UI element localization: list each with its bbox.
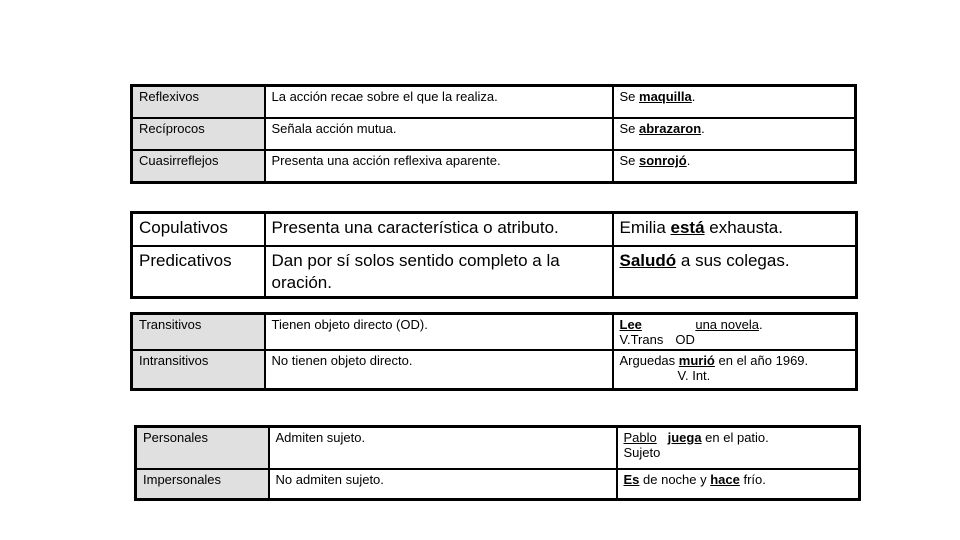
row-example [613, 314, 857, 351]
example-subject: Pablo [623, 430, 657, 445]
table-row [136, 427, 860, 470]
example-text: . [758, 317, 763, 332]
table-row [132, 86, 856, 119]
example-text: en el año 1969. [714, 353, 809, 368]
example-text: . [686, 153, 691, 168]
example-text: Se [619, 121, 640, 136]
example-text: . [691, 89, 696, 104]
row-example [613, 150, 856, 183]
row-label: Recíprocos [132, 118, 265, 150]
example-text: Emilia [619, 218, 671, 237]
example-verb: hace [710, 472, 740, 487]
example-tag: Sujeto [623, 445, 661, 460]
row-description: No admiten sujeto. [269, 469, 617, 500]
example-grid [620, 317, 850, 347]
transitive-verbs-table [130, 312, 858, 391]
row-label: Reflexivos [132, 86, 265, 119]
example-text: Se [619, 89, 640, 104]
table-row [136, 469, 860, 500]
example-verb: maquilla [639, 89, 692, 104]
example-verb: Saludó [619, 251, 677, 270]
table-row [132, 118, 856, 150]
row-description: Presenta una característica o atributo. [265, 213, 613, 247]
reflexive-verbs-table [130, 84, 857, 184]
example-verb: sonrojó [639, 153, 687, 168]
example-tag: V. Int. [677, 368, 711, 383]
example-verb: abrazaron [639, 121, 702, 136]
row-label: Intransitivos [132, 350, 265, 390]
example-tag: OD [675, 332, 695, 347]
row-example [613, 350, 857, 390]
table-row [132, 213, 857, 247]
row-description: Tienen objeto directo (OD). [265, 314, 613, 351]
example-text: exhausta. [704, 218, 783, 237]
row-label: Impersonales [136, 469, 269, 500]
table-row [132, 246, 857, 298]
example-verb: Lee [619, 317, 642, 332]
row-label: Personales [136, 427, 269, 470]
table-row [132, 314, 857, 351]
row-example [617, 427, 860, 470]
row-description: No tienen objeto directo. [265, 350, 613, 390]
table-row [132, 150, 856, 183]
row-description: Dan por sí solos sentido completo a la oración. [265, 246, 613, 298]
row-example [613, 118, 856, 150]
row-example [613, 246, 857, 298]
row-label: Transitivos [132, 314, 265, 351]
personal-verbs-table [134, 425, 861, 501]
example-text: . [701, 121, 705, 136]
example-text: Arguedas [619, 353, 679, 368]
row-label: Predicativos [132, 246, 265, 298]
row-label: Copulativos [132, 213, 265, 247]
example-object: una novela [695, 317, 759, 332]
example-object-wrap [675, 317, 762, 332]
row-example [617, 469, 860, 500]
row-description: La acción recae sobre el que la realiza. [265, 86, 613, 119]
table-row [132, 350, 857, 390]
row-description: Admiten sujeto. [269, 427, 617, 470]
example-verb: está [670, 218, 705, 237]
example-text: frío. [739, 472, 766, 487]
copulative-verbs-table [130, 211, 858, 299]
example-text: Se [619, 153, 640, 168]
row-description: Presenta una acción reflexiva aparente. [265, 150, 613, 183]
row-label: Cuasirreflejos [132, 150, 265, 183]
example-tag: V.Trans [619, 332, 664, 347]
example-verb: juega [667, 430, 702, 445]
row-example [613, 213, 857, 247]
example-text: a sus colegas. [676, 251, 790, 270]
example-text: de noche y [639, 472, 711, 487]
example-verb: Es [623, 472, 640, 487]
row-description: Señala acción mutua. [265, 118, 613, 150]
example-text: en el patio. [701, 430, 769, 445]
row-example [613, 86, 856, 119]
example-verb: murió [678, 353, 715, 368]
